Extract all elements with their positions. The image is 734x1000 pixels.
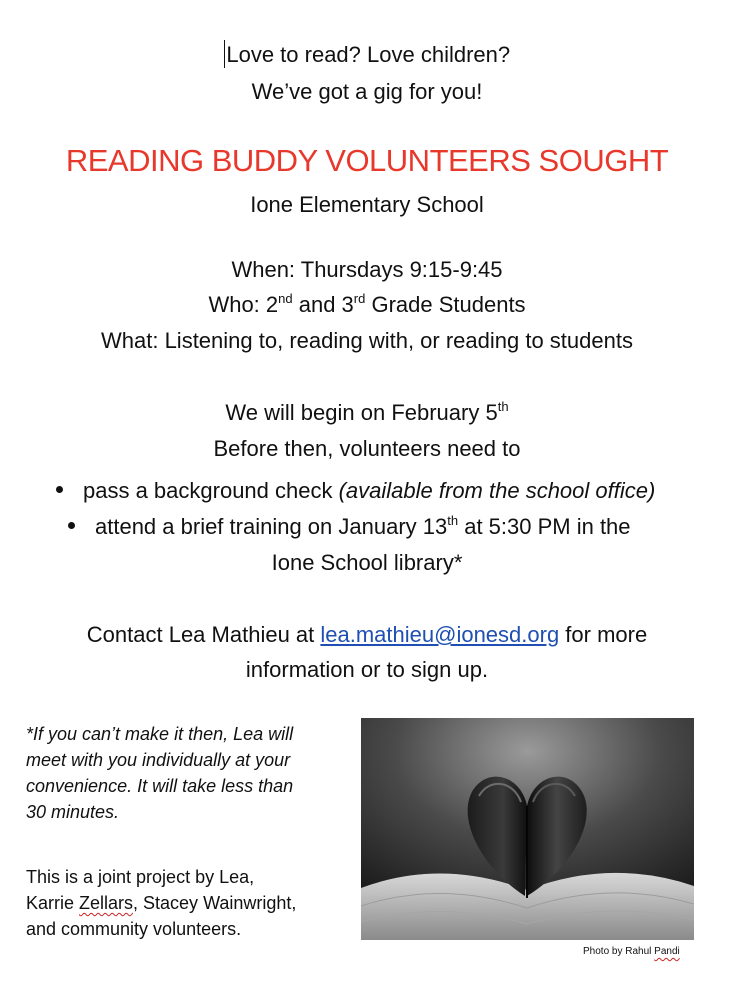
- spellcheck-word: Zellars: [79, 893, 134, 913]
- photo-credit-prefix: Photo by Rahul: [583, 946, 655, 957]
- who-sup-1: nd: [278, 291, 293, 306]
- book-heart-photo: [361, 718, 694, 940]
- contact-line: [0, 622, 734, 648]
- who-suffix: Grade Students: [365, 292, 526, 317]
- begin-prefix: We will begin on February 5: [225, 400, 498, 425]
- project-note: [26, 864, 366, 942]
- school-name: Ione Elementary School: [250, 192, 484, 217]
- project-line-2c: , Stacey Wainwright,: [133, 893, 297, 913]
- project-line-3: and community volunteers.: [26, 919, 242, 939]
- email-link[interactable]: lea.mathieu@ionesd.org: [320, 622, 560, 647]
- bullet-2-prefix: attend a brief training on January 13: [95, 514, 448, 539]
- footnote-line: *If you can’t make it then, Lea will: [26, 724, 294, 744]
- intro-line-1: [0, 40, 734, 68]
- contact-prefix: Contact Lea Mathieu at: [86, 622, 321, 647]
- project-line-2: [26, 890, 366, 916]
- bullet-item-1: [56, 478, 655, 504]
- when-line: When: Thursdays 9:15-9:45: [231, 257, 503, 282]
- footnote-line: meet with you individually at your: [26, 750, 291, 770]
- what-line: What: Listening to, reading with, or reading to students: [101, 328, 633, 353]
- bullet-icon: [56, 486, 63, 493]
- who-mid: and 3: [292, 292, 354, 317]
- bullet-1-text: pass a background check: [83, 478, 339, 503]
- bullet-2-sup: th: [447, 513, 459, 528]
- begin-sup: th: [497, 399, 509, 414]
- photo-credit-name: Pandi: [654, 946, 680, 957]
- bullet-1-italic: (available from the school office): [338, 478, 656, 503]
- intro-text-1: Love to read? Love children?: [226, 42, 511, 67]
- project-line-2a: Karrie: [26, 893, 80, 913]
- intro-line-2: We’ve got a gig for you!: [251, 79, 483, 104]
- project-line-1: This is a joint project by Lea,: [26, 867, 255, 887]
- footnote-line: convenience. It will take less than: [26, 776, 294, 796]
- contact-suffix: for more: [559, 622, 648, 647]
- footnote-line: 30 minutes.: [26, 802, 120, 822]
- who-prefix: Who: 2: [208, 292, 279, 317]
- headline: READING BUDDY VOLUNTEERS SOUGHT: [65, 143, 669, 178]
- book-heart-image: [361, 718, 694, 940]
- begin-line: [0, 400, 734, 426]
- bullet-item-2: [68, 514, 631, 540]
- who-sup-2: rd: [353, 291, 366, 306]
- who-line: [0, 292, 734, 318]
- contact-line-2: information or to sign up.: [245, 657, 489, 682]
- footnote: [26, 721, 366, 825]
- bullet-2-suffix: at 5:30 PM in the: [458, 514, 631, 539]
- bullet-icon: [68, 522, 75, 529]
- before-line: Before then, volunteers need to: [213, 436, 521, 461]
- photo-credit: [583, 946, 680, 957]
- bullet-2-continuation: Ione School library*: [271, 550, 463, 575]
